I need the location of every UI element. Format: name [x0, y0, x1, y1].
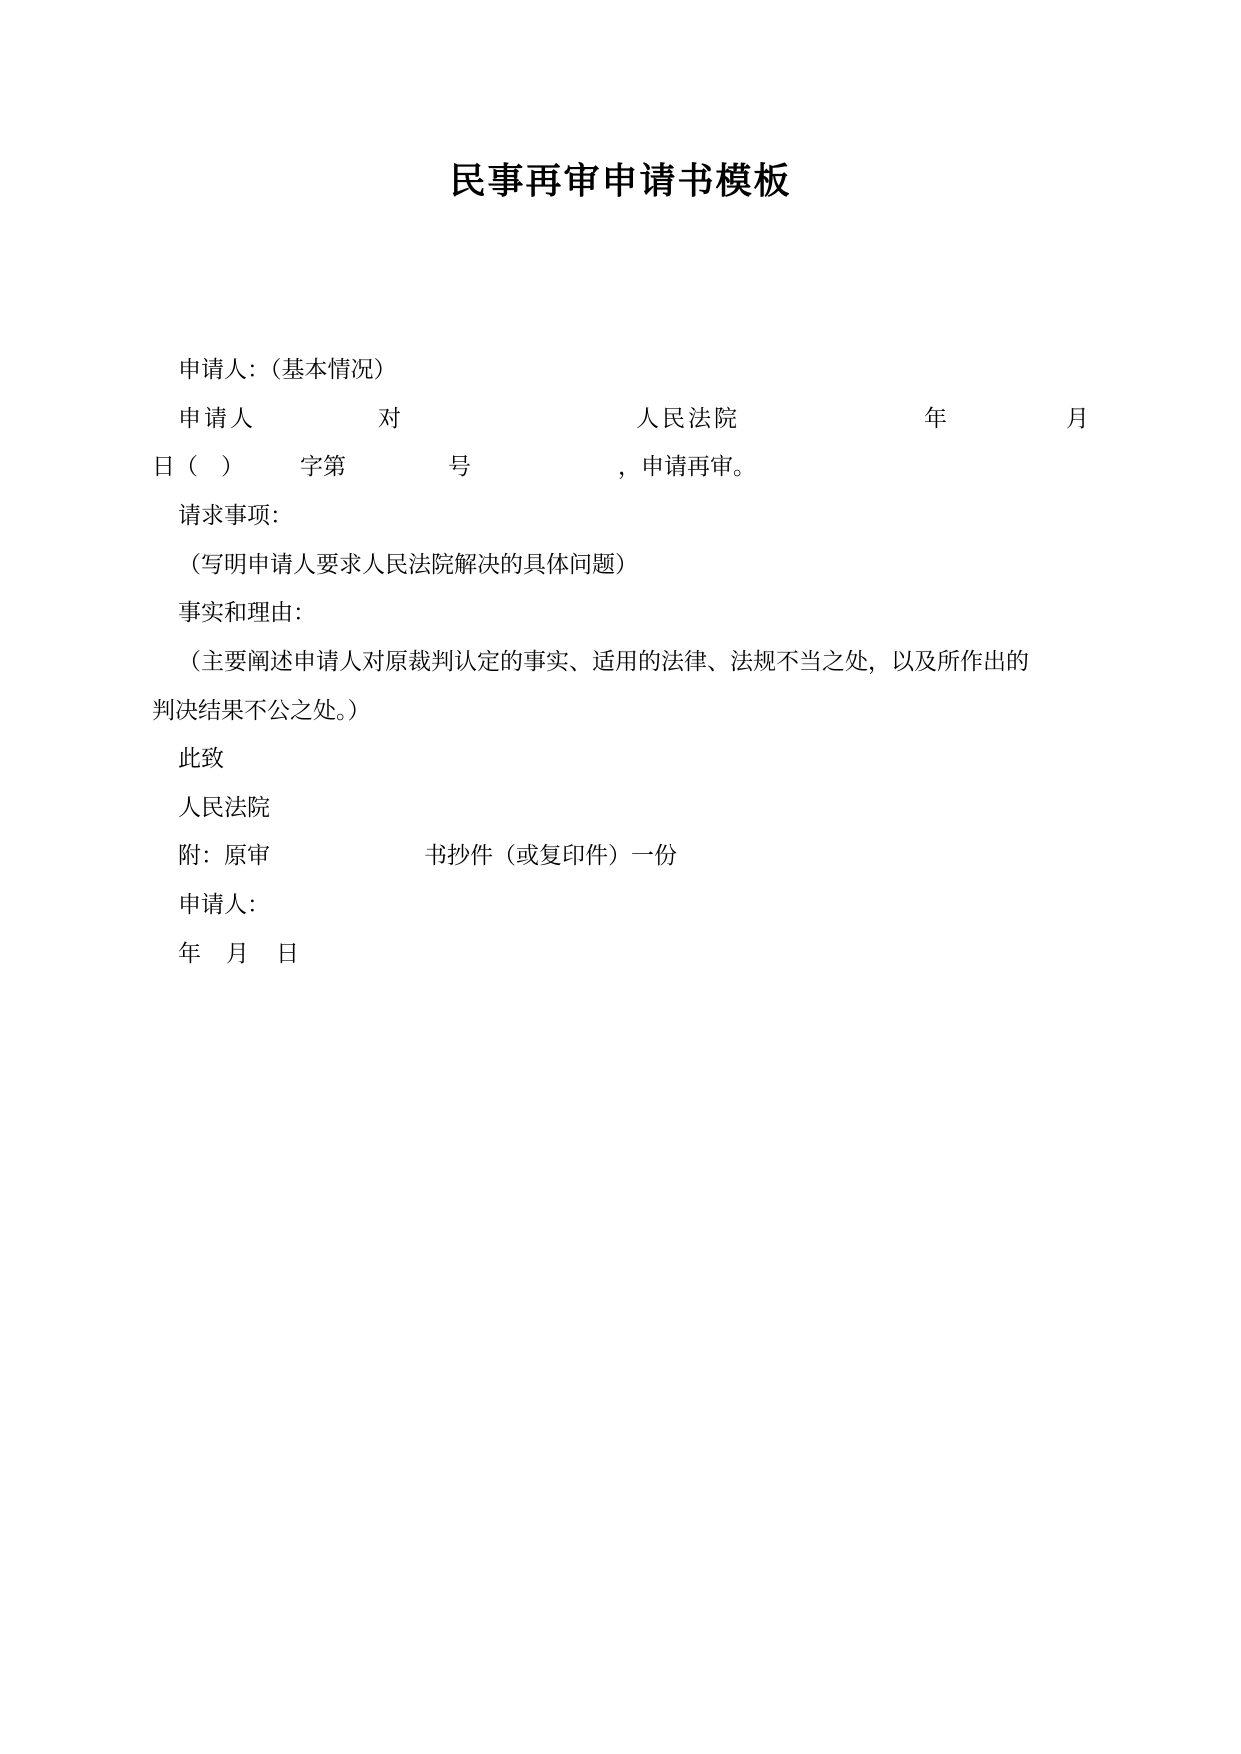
statement-zi-di: 字第: [300, 454, 346, 480]
signature-label: 申请人：: [178, 892, 270, 918]
statement-court: 人民法院: [636, 406, 740, 432]
statement-hao: 号: [448, 454, 471, 480]
facts-heading: 事实和理由：: [178, 600, 316, 626]
date-year: 年: [178, 941, 201, 967]
to-court: 人民法院: [178, 795, 270, 821]
signature-date: [178, 938, 378, 970]
attachment-prefix: 附：原审: [178, 843, 270, 869]
attachment-line: [178, 840, 878, 872]
statement-applicant: 申请人: [178, 406, 256, 432]
statement-line-1: [178, 403, 1098, 435]
request-heading: 请求事项：: [178, 503, 293, 529]
applicant-info: 申请人：（基本情况）: [178, 357, 397, 383]
date-month: 月: [226, 941, 249, 967]
facts-body-line-2: 判决结果不公之处。）: [152, 698, 371, 724]
statement-line-2: [152, 451, 852, 483]
facts-body-line-1: （主要阐述申请人对原裁判认定的事实、适用的法律、法规不当之处，以及所作出的: [178, 649, 1029, 675]
statement-day-paren: 日（ ）: [152, 454, 244, 480]
statement-apply-retrial: ，申请再审。: [618, 454, 756, 480]
statement-against: 对: [378, 406, 401, 432]
statement-month: 月: [1066, 406, 1089, 432]
statement-year: 年: [924, 406, 947, 432]
ci-zhi: 此致: [178, 746, 224, 772]
document-title: 民事再审申请书模板: [449, 161, 792, 202]
date-day: 日: [276, 941, 299, 967]
attachment-suffix: 书抄件（或复印件）一份: [424, 843, 677, 869]
request-body: （写明申请人要求人民法院解决的具体问题）: [178, 552, 638, 578]
